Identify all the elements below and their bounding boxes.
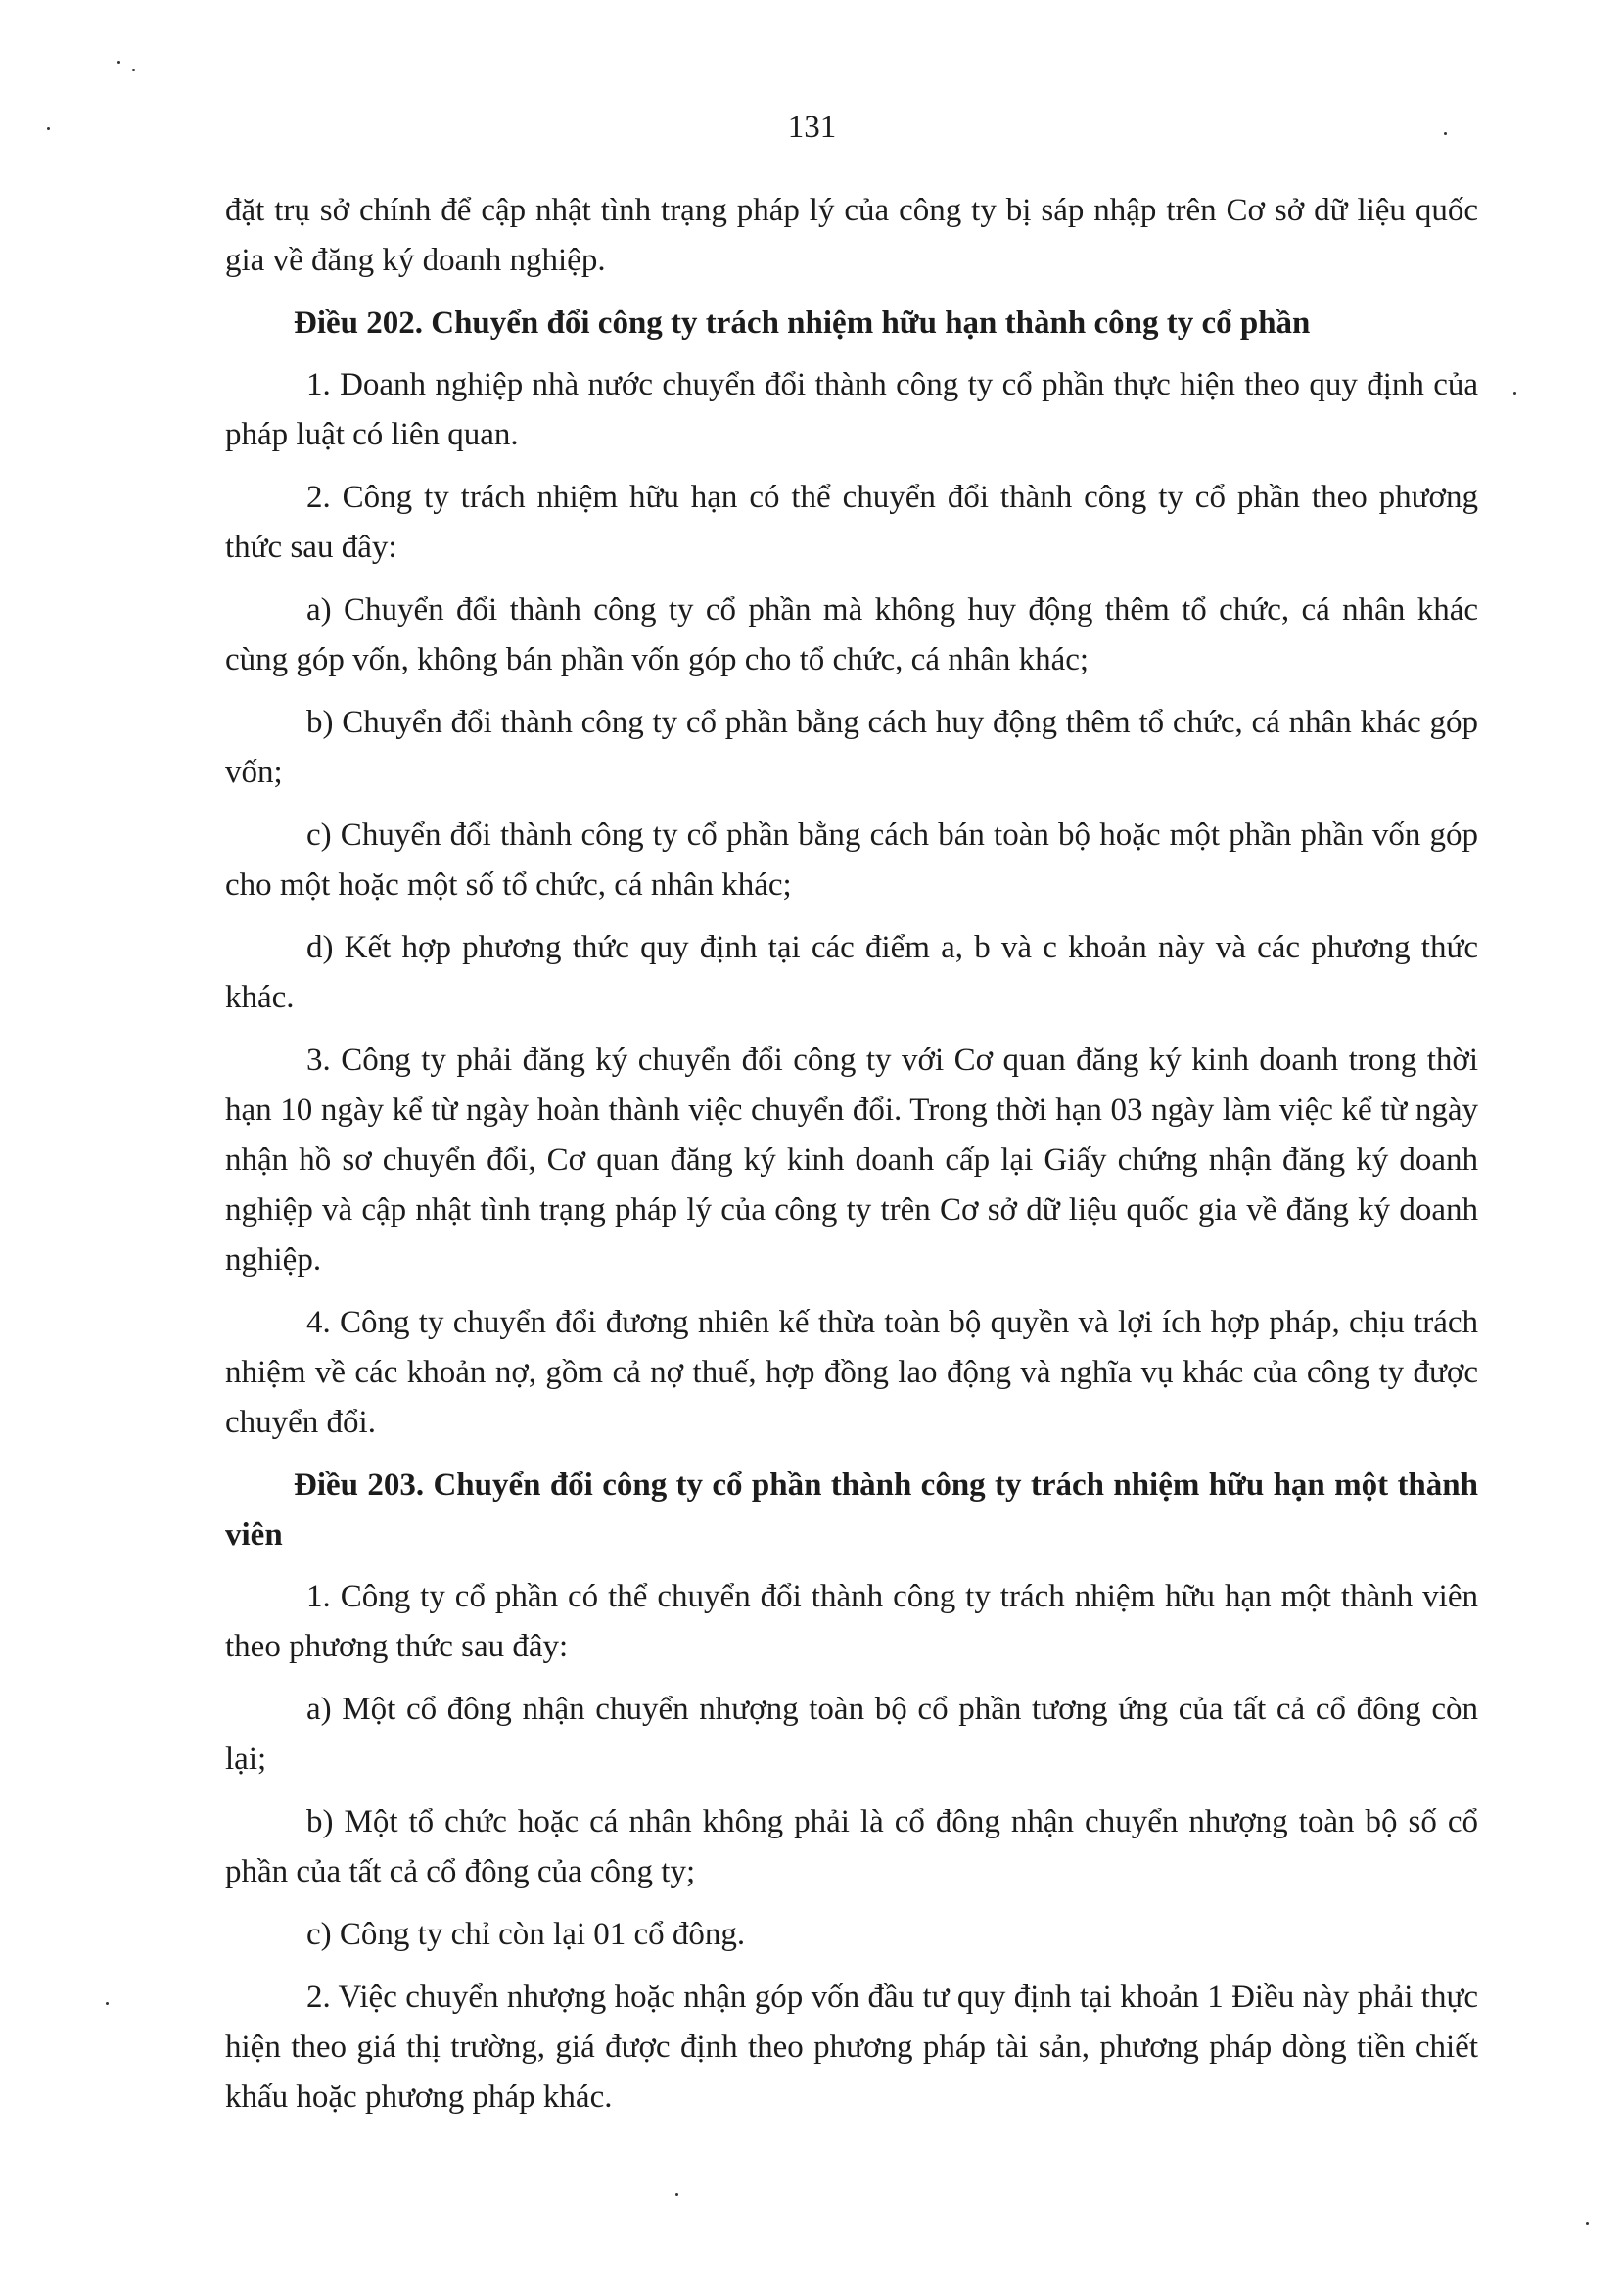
scan-speck [47, 127, 50, 130]
paragraph: 2. Công ty trách nhiệm hữu hạn có thể chuyển đổi thành công ty cổ phần theo phương thức sau đây: [225, 480, 1478, 565]
paragraph: 3. Công ty phải đăng ký chuyển đổi công ty với Cơ quan đăng ký kinh doanh trong thời hạn 10 ngày kể từ ngày hoàn thành việc chuyển đổi. Trong thời hạn 03 ngày làm việc kể từ ngày nhận hồ sơ chuyển đổi, Cơ quan đăng ký kinh doanh cấp lại Giấy chứng nhận đăng ký doanh nghiệp và cập nhật tình trạng pháp lý của công ty trên Cơ sở dữ liệu quốc gia về đăng ký doanh nghiệp. [225, 1043, 1478, 1278]
scan-speck [106, 2002, 109, 2005]
scan-speck [1586, 2222, 1589, 2225]
paragraph: 2. Việc chuyển nhượng hoặc nhận góp vốn đầu tư quy định tại khoản 1 Điều này phải thực hiện theo giá thị trường, giá được định theo phương pháp tài sản, phương pháp dòng tiền chiết khấu hoặc phương pháp khác. [225, 1979, 1478, 2115]
document-body [225, 186, 1478, 2135]
paragraph: c) Chuyển đổi thành công ty cổ phần bằng cách bán toàn bộ hoặc một phần phần vốn góp cho một hoặc một số tổ chức, cá nhân khác; [225, 817, 1478, 903]
paragraph: c) Công ty chỉ còn lại 01 cổ đông. [306, 1917, 746, 1952]
paragraph: 1. Công ty cổ phần có thể chuyển đổi thành công ty trách nhiệm hữu hạn một thành viên theo phương thức sau đây: [225, 1579, 1478, 1664]
paragraph: 1. Doanh nghiệp nhà nước chuyển đổi thành công ty cổ phần thực hiện theo quy định của pháp luật có liên quan. [225, 367, 1478, 452]
paragraph: b) Chuyển đổi thành công ty cổ phần bằng cách huy động thêm tổ chức, cá nhân khác góp vốn; [225, 705, 1478, 790]
paragraph: 4. Công ty chuyển đổi đương nhiên kế thừa toàn bộ quyền và lợi ích hợp pháp, chịu trách nhiệm về các khoản nợ, gồm cả nợ thuế, hợp đồng lao động và nghĩa vụ khác của công ty được chuyển đổi. [225, 1305, 1478, 1440]
scan-speck [132, 69, 135, 71]
scan-speck [117, 61, 120, 64]
paragraph: a) Chuyển đổi thành công ty cổ phần mà không huy động thêm tổ chức, cá nhân khác cùng góp vốn, không bán phần vốn góp cho tổ chức, cá nhân khác; [225, 592, 1478, 677]
scan-speck [1513, 392, 1516, 395]
scan-speck [1444, 132, 1447, 135]
paragraph: b) Một tổ chức hoặc cá nhân không phải là cổ đông nhận chuyển nhượng toàn bộ số cổ phần của tất cả cổ đông của công ty; [225, 1804, 1478, 1889]
paragraph: a) Một cổ đông nhận chuyển nhượng toàn bộ cổ phần tương ứng của tất cả cổ đông còn lại; [225, 1692, 1478, 1777]
page-number: 131 [787, 110, 837, 145]
article-heading-202: Điều 202. Chuyển đổi công ty trách nhiệm hữu hạn thành công ty cổ phần [294, 305, 1311, 341]
scan-speck [675, 2193, 678, 2196]
article-heading-203: Điều 203. Chuyển đổi công ty cổ phần thành công ty trách nhiệm hữu hạn một thành viên [225, 1467, 1478, 1553]
paragraph-continuation: đặt trụ sở chính để cập nhật tình trạng pháp lý của công ty bị sáp nhập trên Cơ sở dữ liệu quốc gia về đăng ký doanh nghiệp. [225, 193, 1478, 278]
paragraph: d) Kết hợp phương thức quy định tại các điểm a, b và c khoản này và các phương thức khác. [225, 930, 1478, 1015]
